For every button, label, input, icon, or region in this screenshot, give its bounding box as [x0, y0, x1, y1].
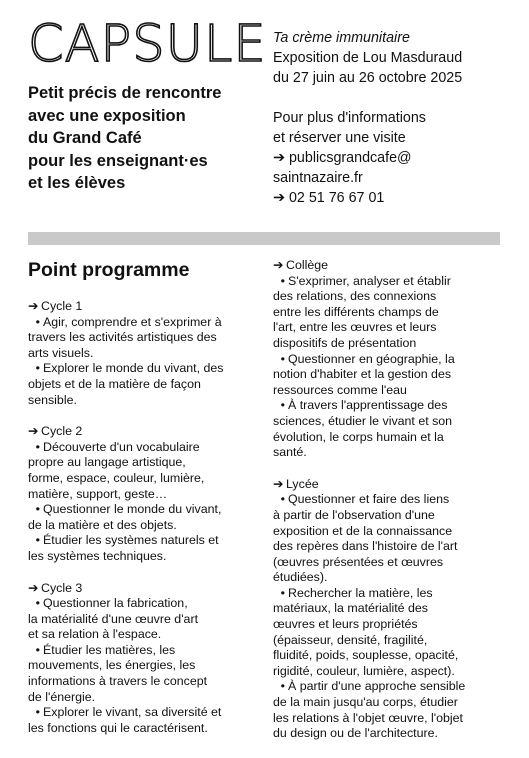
- list-item-continuation: la matérialité d'une œuvre d'art: [28, 611, 199, 626]
- list-item: [28, 315, 268, 331]
- level-heading: [273, 258, 513, 274]
- list-item-continuation: informations à travers le concept: [28, 674, 208, 689]
- subtitle: [28, 82, 268, 195]
- subtitle-line: avec une exposition: [28, 106, 186, 125]
- subtitle-line: Petit précis de rencontre: [28, 84, 222, 102]
- bullet-icon: •: [35, 705, 40, 720]
- list-item-continuation: mouvements, les énergies, les: [28, 658, 196, 673]
- list-item-continuation: matériaux, la matérialité des: [273, 601, 428, 616]
- exhibition-dates: du 27 juin au 26 octobre 2025: [273, 70, 463, 86]
- list-item-text: À travers l'apprentissage des: [288, 398, 448, 413]
- arrow-right-icon: ➔: [28, 299, 39, 313]
- list-item: [273, 492, 513, 508]
- bullet-icon: •: [280, 679, 285, 694]
- list-item-continuation: de l'énergie.: [28, 689, 96, 704]
- bullet-icon: •: [35, 642, 40, 657]
- list-item-continuation: (épaisseur, densité, fragilité,: [273, 632, 428, 647]
- list-item: [28, 440, 268, 456]
- list-item-continuation: forme, espace, couleur, lumière,: [28, 470, 205, 485]
- level-block: [273, 258, 513, 461]
- list-item-continuation: (œuvres présentées et œuvres: [273, 554, 444, 569]
- bullet-icon: •: [280, 273, 285, 288]
- arrow-right-icon: ➔: [273, 258, 284, 272]
- list-item-text: Rechercher la matière, les: [288, 585, 433, 600]
- list-item-continuation: et sa relation à l'espace.: [28, 627, 162, 642]
- list-item-text: Agir, comprendre et s'exprimer à: [43, 314, 222, 329]
- subtitle-line: pour les enseignant·es: [28, 151, 208, 170]
- list-item: [28, 705, 268, 721]
- list-item-continuation: ressources comme l'eau: [273, 382, 407, 397]
- list-item-continuation: propre au langage artistique,: [28, 455, 186, 470]
- phone-text[interactable]: 02 51 76 67 01: [288, 190, 385, 206]
- list-item-continuation: les relations à l'objet œuvre, l'objet: [273, 710, 463, 725]
- subtitle-line: du Grand Café: [28, 129, 142, 147]
- list-item-text: Questionner et faire des liens: [288, 492, 450, 507]
- list-item-text: S'exprimer, analyser et établir: [288, 273, 451, 288]
- list-item-continuation: œuvres et leurs propriétés: [273, 617, 418, 632]
- list-item: [28, 533, 268, 549]
- level-name: Lycée: [286, 476, 319, 491]
- list-item-continuation: des repères dans l'histoire de l'art: [273, 539, 458, 554]
- list-item-text: Questionner en géographie, la: [288, 351, 455, 366]
- arrow-right-icon: ➔: [28, 424, 39, 439]
- list-item-continuation: de la matière et des objets.: [28, 517, 177, 532]
- list-item-continuation: entre les différents champs de: [273, 304, 439, 319]
- list-item-continuation: fluidité, poids, souplesse, opacité,: [273, 648, 459, 663]
- capsule-logo: CAPSULE: [28, 15, 267, 74]
- list-item-continuation: les systèmes techniques.: [28, 548, 167, 563]
- list-item-text: Étudier les systèmes naturels et: [43, 533, 219, 548]
- list-item-continuation: objets et de la matière de façon: [28, 376, 201, 391]
- list-item-text: À partir d'une approche sensible: [288, 679, 466, 694]
- list-item-continuation: à partir de l'observation d'une: [273, 507, 435, 522]
- bullet-icon: •: [280, 492, 285, 507]
- bullet-icon: •: [35, 314, 40, 329]
- program-column-right: [273, 258, 513, 758]
- list-item-continuation: sciences, étudier le vivant et son: [273, 413, 453, 428]
- level-block: [28, 299, 268, 408]
- bullet-icon: •: [280, 585, 285, 600]
- list-item: [28, 596, 268, 612]
- list-item-continuation: l'art, entre les œuvres et leurs: [273, 320, 437, 335]
- list-item-continuation: étudiées).: [273, 570, 328, 585]
- bullet-icon: •: [35, 439, 40, 454]
- contact-intro: et réserver une visite: [273, 130, 406, 146]
- list-item-continuation: les fonctions qui le caractérisent.: [28, 720, 208, 735]
- exhibition-title: Ta crème immunitaire: [273, 30, 410, 46]
- program-column-left: [28, 299, 268, 752]
- list-item-text: Questionner le monde du vivant,: [43, 502, 222, 517]
- bullet-icon: •: [35, 533, 40, 548]
- list-item-continuation: de la main jusqu'au corps, étudier: [273, 695, 458, 710]
- list-item: [28, 643, 268, 659]
- list-item-continuation: évolution, le corps humain et la: [273, 429, 444, 444]
- level-block: [28, 424, 268, 564]
- list-item-continuation: santé.: [273, 445, 307, 460]
- level-name: Collège: [286, 258, 329, 272]
- list-item: [273, 586, 513, 602]
- list-item: [273, 352, 513, 368]
- level-heading: [28, 581, 268, 597]
- bullet-icon: •: [35, 596, 40, 611]
- list-item-continuation: du design ou de l'architecture.: [273, 726, 438, 741]
- phone-link[interactable]: [273, 188, 513, 208]
- list-item-text: Étudier les matières, les: [43, 642, 176, 657]
- email-link[interactable]: [273, 148, 513, 168]
- list-item-continuation: rigidité, couleur, lumière, aspect).: [273, 663, 455, 678]
- level-name: Cycle 1: [41, 299, 83, 313]
- level-block: [28, 581, 268, 737]
- level-heading: [273, 477, 513, 493]
- level-name: Cycle 3: [41, 580, 83, 595]
- arrow-right-icon: ➔: [273, 190, 285, 206]
- list-item-text: Explorer le vivant, sa diversité et: [43, 705, 222, 720]
- exhibition-info: [273, 28, 513, 208]
- list-item: [28, 502, 268, 518]
- section-title: Point programme: [28, 259, 190, 281]
- bullet-icon: •: [35, 502, 40, 517]
- email-text[interactable]: saintnazaire.fr: [273, 170, 363, 186]
- list-item: [273, 274, 513, 290]
- list-item: [273, 398, 513, 414]
- subtitle-line: et les élèves: [28, 174, 126, 192]
- contact-intro: Pour plus d'informations: [273, 110, 426, 126]
- exhibition-artist: Exposition de Lou Masduraud: [273, 50, 463, 66]
- list-item-continuation: matière, support, geste…: [28, 486, 168, 501]
- list-item-text: Explorer le monde du vivant, des: [43, 361, 224, 376]
- list-item-text: Découverte d'un vocabulaire: [43, 439, 200, 454]
- list-item-continuation: sensible.: [28, 392, 77, 407]
- list-item-continuation: exposition et de la connaissance: [273, 523, 453, 538]
- bullet-icon: •: [280, 351, 285, 366]
- bullet-icon: •: [35, 361, 40, 376]
- bullet-icon: •: [280, 398, 285, 413]
- divider-bar: [28, 232, 500, 245]
- arrow-right-icon: ➔: [28, 580, 39, 595]
- list-item-continuation: notion d'habiter et la gestion des: [273, 367, 452, 382]
- level-heading: [28, 424, 268, 440]
- arrow-right-icon: ➔: [273, 476, 284, 491]
- level-heading: [28, 299, 268, 315]
- list-item-continuation: des relations, des connexions: [273, 289, 437, 304]
- email-text[interactable]: publicsgrandcafe@: [288, 150, 412, 166]
- arrow-right-icon: ➔: [273, 150, 285, 166]
- list-item-continuation: travers les activités artistiques des: [28, 330, 217, 345]
- list-item: [273, 679, 513, 695]
- list-item-continuation: arts visuels.: [28, 345, 94, 360]
- level-name: Cycle 2: [41, 424, 83, 439]
- list-item: [28, 361, 268, 377]
- level-block: [273, 477, 513, 742]
- list-item-text: Questionner la fabrication,: [43, 596, 188, 611]
- list-item-continuation: dispositifs de présentation: [273, 335, 417, 350]
